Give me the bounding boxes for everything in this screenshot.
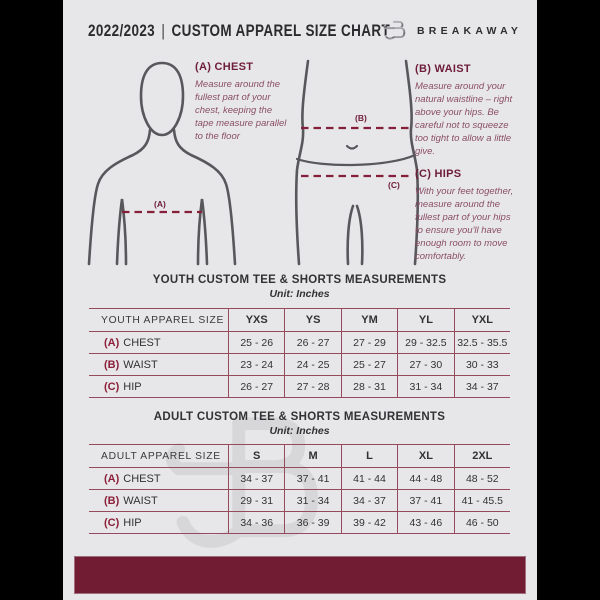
value-cell: 23 - 24	[228, 354, 284, 375]
value-cell: 34 - 37	[341, 490, 397, 511]
value-cell: 27 - 29	[341, 332, 397, 353]
value-cell: 31 - 34	[284, 490, 340, 511]
row-label	[89, 354, 228, 375]
youth-size-ym: YM	[341, 309, 397, 331]
figure-right-inner-leg	[357, 206, 362, 264]
figure-left-armpit-outline	[117, 199, 126, 264]
row-prefix: (C)	[104, 380, 120, 393]
row-label-text: CHEST	[123, 336, 161, 349]
value-cell: 26 - 27	[284, 332, 340, 353]
title-text: CUSTOM APPAREL SIZE CHART	[171, 22, 391, 41]
row-label-text: WAIST	[123, 494, 158, 507]
adult-chest-row	[89, 468, 510, 490]
adult-size-l: L	[341, 445, 397, 467]
figure-navel	[347, 146, 357, 149]
youth-size-yxs: YXS	[228, 309, 284, 331]
value-cell: 41 - 44	[341, 468, 397, 489]
hips-body-text: With your feet together, measure around the fullest part of your hips to ensure you'll have enough room to move comfortably.	[415, 186, 514, 262]
youth-size-ys: YS	[284, 309, 340, 331]
adult-table-unit: Unit: Inches	[269, 425, 330, 437]
hips-heading: (C) HIPS	[415, 168, 462, 180]
value-cell: 39 - 42	[341, 512, 397, 533]
adult-size-label: ADULT APPAREL SIZE	[101, 450, 221, 462]
chest-body-text: Measure around the fullest part of your chest, keeping the tape measure parallel to the floor	[195, 79, 287, 142]
youth-size-label: YOUTH APPAREL SIZE	[101, 314, 225, 326]
adult-hip-row	[89, 512, 510, 534]
adult-size-table	[89, 444, 510, 534]
value-cell: 48 - 52	[454, 468, 510, 489]
value-cell: 34 - 36	[228, 512, 284, 533]
value-cell: 46 - 50	[454, 512, 510, 533]
value-cell: 37 - 41	[284, 468, 340, 489]
chest-heading: (A) CHEST	[195, 61, 254, 73]
value-cell: 29 - 31	[228, 490, 284, 511]
youth-table-title: YOUTH CUSTOM TEE & SHORTS MEASUREMENTS	[152, 274, 447, 286]
lower-body-figure	[293, 56, 421, 268]
value-cell: 43 - 46	[397, 512, 453, 533]
waist-body-text: Measure around your natural waistline – right above your hips. Be careful not to squeeze too tight to allow a little give.	[415, 81, 513, 157]
row-prefix: (A)	[104, 472, 120, 485]
adult-size-m: M	[284, 445, 340, 467]
adult-size-xl: XL	[397, 445, 453, 467]
waist-heading: (B) WAIST	[415, 63, 471, 75]
row-label	[89, 490, 228, 511]
hips-instruction-block	[415, 168, 521, 263]
hips-marker-label: (C)	[388, 180, 400, 190]
figure-head-outline	[141, 63, 183, 135]
row-label	[89, 468, 228, 489]
figure-hip-curve	[297, 155, 415, 165]
footer-bar	[74, 556, 526, 594]
row-label-text: WAIST	[123, 358, 158, 371]
value-cell: 25 - 26	[228, 332, 284, 353]
value-cell: 37 - 41	[397, 490, 453, 511]
figure-right-armpit-outline	[198, 199, 207, 264]
row-prefix: (B)	[104, 494, 120, 507]
page-title	[88, 22, 390, 40]
figure-left-arm-outline	[89, 130, 150, 264]
value-cell: 27 - 30	[397, 354, 453, 375]
value-cell: 29 - 32.5	[397, 332, 453, 353]
youth-header-row	[89, 309, 510, 332]
youth-table-unit: Unit: Inches	[269, 288, 330, 300]
row-label	[89, 332, 228, 353]
value-cell: 25 - 27	[341, 354, 397, 375]
value-cell: 28 - 31	[341, 376, 397, 397]
value-cell: 32.5 - 35.5	[454, 332, 510, 353]
youth-size-yl: YL	[397, 309, 453, 331]
adult-size-s: S	[228, 445, 284, 467]
value-cell: 36 - 39	[284, 512, 340, 533]
value-cell: 30 - 33	[454, 354, 510, 375]
row-label	[89, 376, 228, 397]
chest-instruction-block	[195, 61, 291, 144]
adult-header-row	[89, 445, 510, 468]
row-label-text: HIP	[123, 380, 142, 393]
breakaway-logo-icon	[381, 17, 408, 45]
adult-table-title: ADULT CUSTOM TEE & SHORTS MEASUREMENTS	[153, 411, 446, 423]
title-separator: |	[161, 22, 166, 41]
youth-size-yxl: YXL	[454, 309, 510, 331]
adult-size-2xl: 2XL	[454, 445, 510, 467]
row-label	[89, 512, 228, 533]
value-cell: 44 - 48	[397, 468, 453, 489]
youth-size-table	[89, 308, 510, 398]
value-cell: 27 - 28	[284, 376, 340, 397]
figure-left-inner-leg	[348, 206, 353, 264]
value-cell: 26 - 27	[228, 376, 284, 397]
row-prefix: (C)	[104, 516, 120, 529]
youth-waist-row	[89, 354, 510, 376]
youth-chest-row	[89, 332, 510, 354]
row-prefix: (A)	[104, 336, 120, 349]
row-label-text: CHEST	[123, 472, 161, 485]
figure-right-arm-outline	[174, 130, 235, 264]
brand-lockup	[381, 17, 522, 45]
waist-marker-label: (B)	[355, 113, 367, 123]
value-cell: 34 - 37	[228, 468, 284, 489]
value-cell: 31 - 34	[397, 376, 453, 397]
row-label-text: HIP	[123, 516, 142, 529]
youth-hip-row	[89, 376, 510, 398]
adult-waist-row	[89, 490, 510, 512]
size-chart-document	[63, 0, 537, 600]
value-cell: 41 - 45.5	[454, 490, 510, 511]
brand-name: BREAKAWAY	[417, 25, 523, 37]
row-prefix: (B)	[104, 358, 120, 371]
value-cell: 34 - 37	[454, 376, 510, 397]
date-range: 2022/2023	[88, 22, 156, 41]
value-cell: 24 - 25	[284, 354, 340, 375]
chest-marker-label: (A)	[154, 199, 166, 209]
waist-instruction-block	[415, 63, 519, 158]
